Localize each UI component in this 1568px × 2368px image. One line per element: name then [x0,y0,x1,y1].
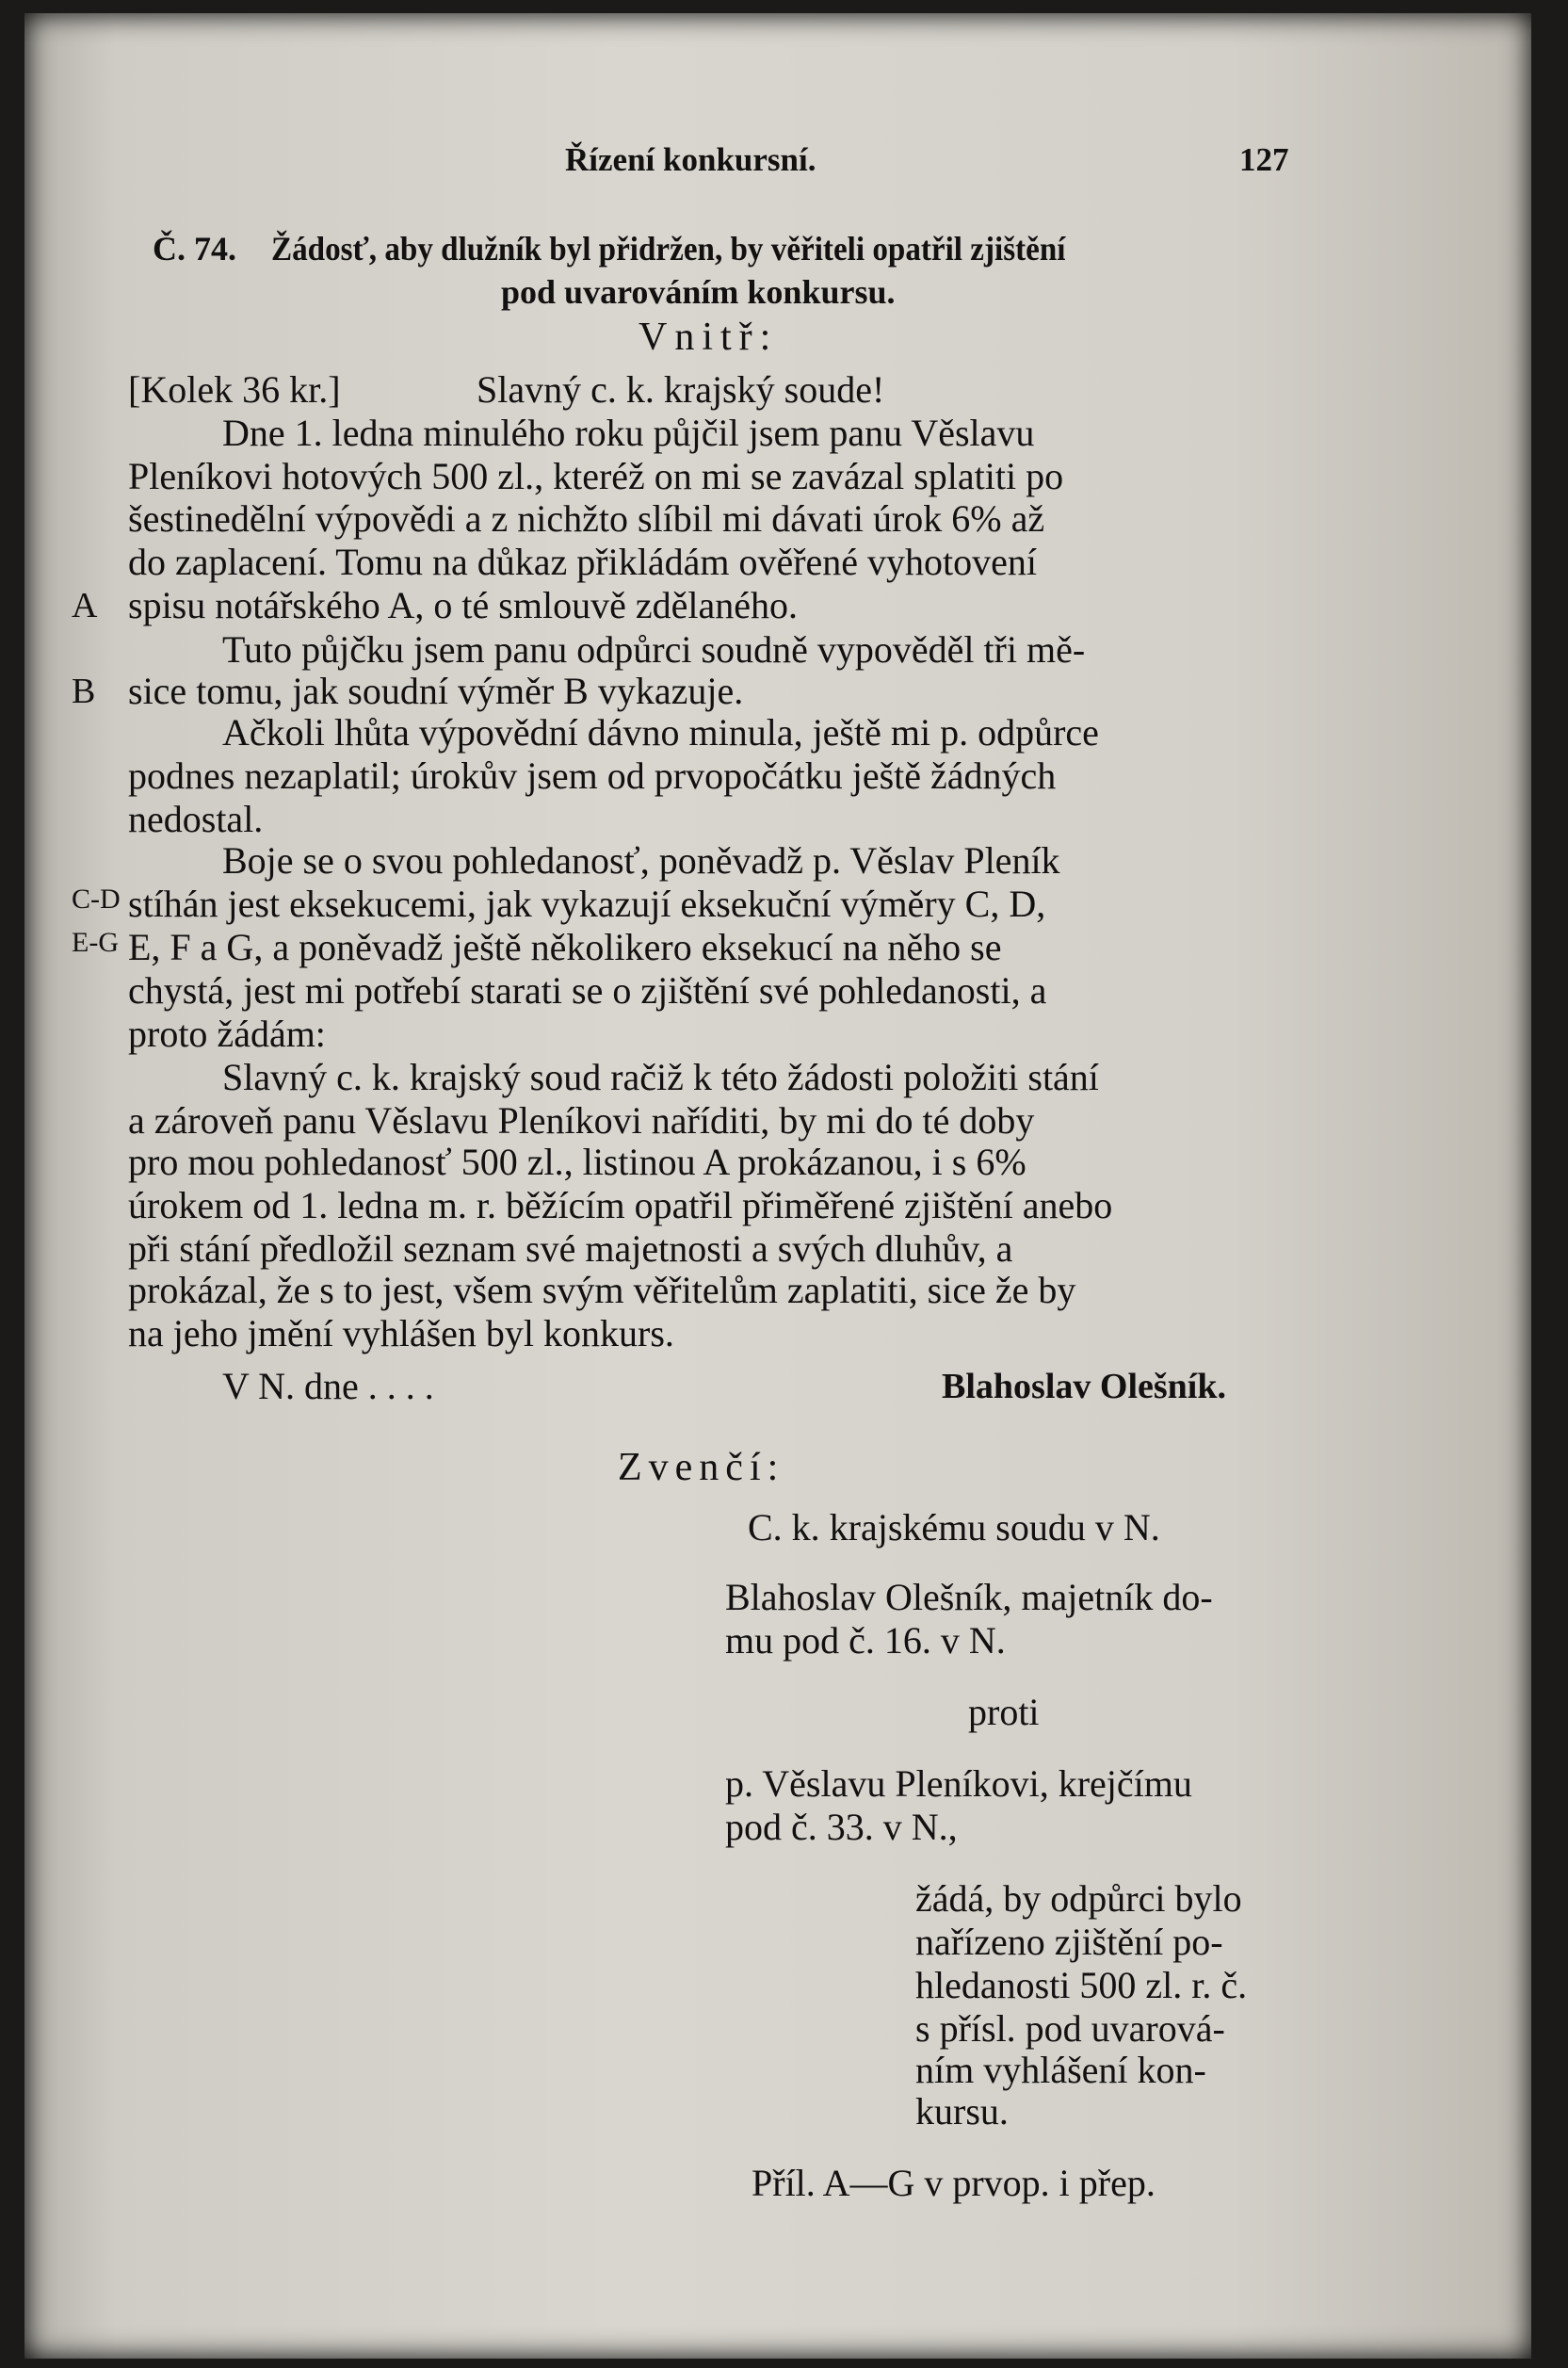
page-number: 127 [1239,141,1289,178]
margin-note: C-D [72,884,121,915]
body-line: Tuto půjčku jsem panu odpůrci soudně vypověděl tři mě- [222,628,1086,671]
request-line: nařízeno zjištění po- [915,1921,1223,1963]
form-title-line-1: Žádosť, aby dlužník byl přidržen, by věřiteli opatřil zjištění [271,230,1066,268]
body-line: Boje se o svou pohledanosť, poněvadž p. Věslav Pleník [222,839,1060,882]
body-line: spisu notářského A, o té smlouvě zdělaného. [128,584,798,626]
request-line: ním vyhlášení kon- [915,2049,1206,2091]
body-line: stíhán jest eksekucemi, jak vykazují eksekuční výměry C, D, [128,883,1046,925]
book-page [24,13,1531,2359]
form-title-line-2: pod uvarováním konkursu. [501,273,896,311]
versus: proti [968,1691,1040,1733]
body-line: E, F a G, a poněvadž ještě několikero eksekucí na něho se [128,926,1002,968]
body-line: prokázal, že s to jest, všem svým věřitelům zaplatiti, sice že by [128,1269,1076,1311]
margin-note: A [72,586,98,625]
respondent-line: pod č. 33. v N., [725,1806,958,1848]
running-title: Řízení konkursní. [565,141,816,178]
request-line: hledanosti 500 zl. r. č. [915,1964,1248,2006]
addressee: C. k. krajskému soudu v N. [748,1506,1160,1549]
inside-heading: Vnitř: [639,316,779,359]
body-line: pro mou pohledanosť 500 zl., listinou A prokázanou, i s 6% [128,1141,1026,1183]
request-line: žádá, by odpůrci bylo [915,1877,1242,1920]
body-line: sice tomu, jak soudní výměr B vykazuje. [128,670,744,712]
body-line: Slavný c. k. krajský soud račiž k této žádosti položiti stání [222,1056,1099,1098]
margin-note: B [72,672,96,711]
salutation: Slavný c. k. krajský soude! [477,368,885,411]
petitioner-line: mu pod č. 16. v N. [725,1619,1006,1662]
body-line: nedostal. [128,798,264,840]
body-line: Pleníkovi hotových 500 zl., kteréž on mi se zavázal splatiti po [128,455,1064,497]
body-line: úrokem od 1. ledna m. r. běžícím opatřil přiměřené zjištění anebo [128,1184,1113,1226]
petitioner-line: Blahoslav Olešník, majetník do- [725,1576,1213,1618]
margin-note: E-G [72,927,119,958]
body-line: Dne 1. ledna minulého roku půjčil jsem panu Věslavu [222,412,1035,454]
body-line: a zároveň panu Věslavu Pleníkovi naříditi, by mi do té doby [128,1099,1035,1142]
enclosures: Příl. A—G v prvop. i přep. [752,2162,1156,2204]
body-line: při stání předložil seznam své majetnosti a svých dluhův, a [128,1227,1013,1270]
stamp-note: [Kolek 36 kr.] [128,368,341,411]
body-line: na jeho jmění vyhlášen byl konkurs. [128,1312,674,1354]
outside-heading: Zvenčí: [618,1446,785,1489]
request-line: kursu. [915,2090,1009,2133]
form-number: Č. 74. [153,230,236,268]
body-line: podnes nezaplatil; úrokův jsem od prvopočátku ještě žádných [128,754,1057,797]
body-line: Ačkoli lhůta výpovědní dávno minula, ještě mi p. odpůrce [222,711,1099,754]
body-line: do zaplacení. Tomu na důkaz přikládám ověřené vyhotovení [128,541,1038,583]
request-line: s přísl. pod uvarová- [915,2007,1225,2050]
respondent-line: p. Věslavu Pleníkovi, krejčímu [725,1762,1192,1805]
body-line: proto žádám: [128,1013,326,1055]
body-line: chystá, jest mi potřebí starati se o zjištění své pohledanosti, a [128,969,1047,1012]
body-line: šestinedělní výpovědi a z nichžto slíbil mi dávati úrok 6% až [128,497,1045,540]
signature: Blahoslav Olešník. [942,1367,1226,1406]
place-date: V N. dne . . . . [222,1365,434,1407]
